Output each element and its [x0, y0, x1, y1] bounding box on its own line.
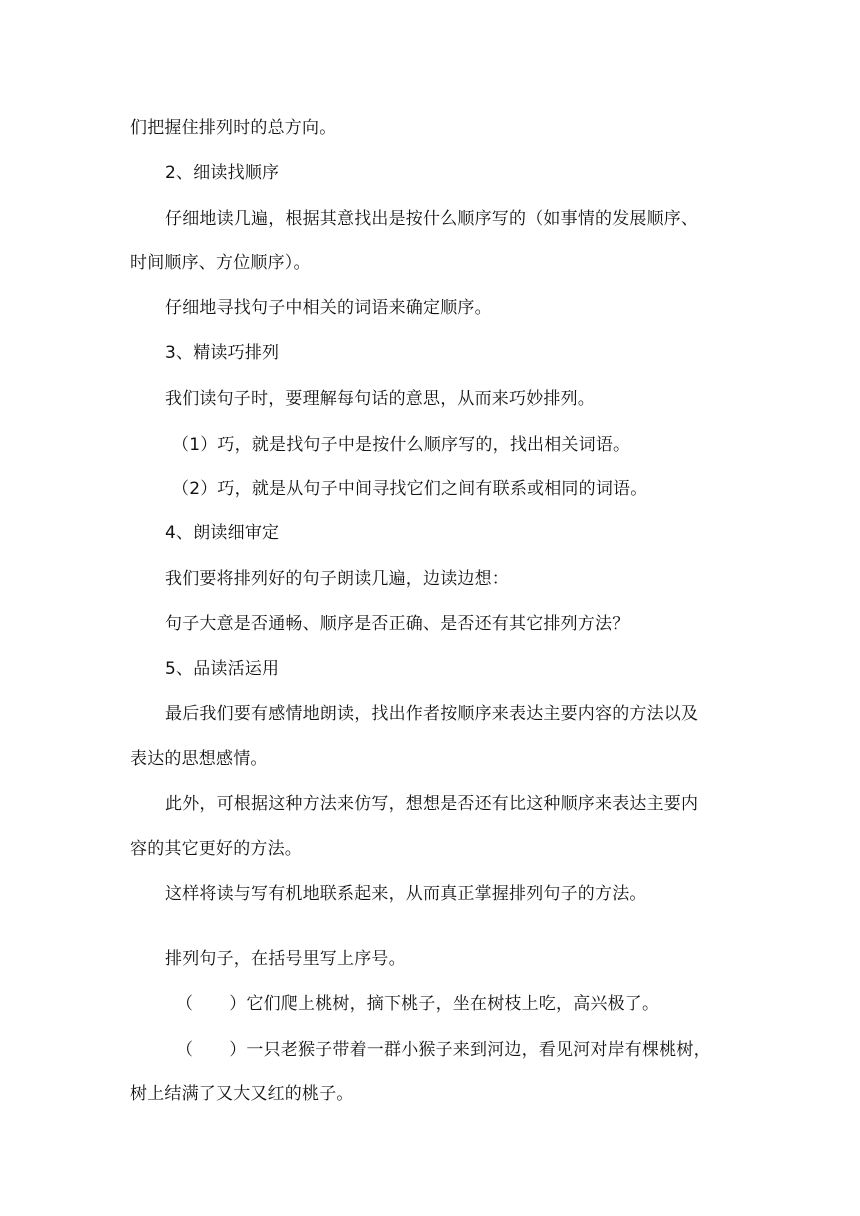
section-heading-4: 4、朗读细审定 — [165, 523, 280, 543]
section-heading-5: 5、品读活运用 — [165, 659, 280, 679]
exercise-sentence: 它们爬上桃树，摘下桃子，坐在树枝上吃，高兴极了。 — [246, 994, 660, 1014]
paragraph-line: 表达的思想感情。 — [130, 749, 268, 769]
paragraph-line: 我们要将排列好的句子朗读几遍，边读边想： — [165, 569, 509, 589]
paragraph-line: 这样将读与写有机地联系起来，从而真正掌握排列句子的方法。 — [165, 884, 647, 904]
answer-bracket-close: ） — [229, 994, 247, 1014]
section-heading-3: 3、精读巧排列 — [165, 343, 280, 363]
exercise-item-1 — [176, 993, 659, 1015]
paragraph-line: 句子大意是否通畅、顺序是否正确、是否还有其它排列方法？ — [165, 614, 630, 634]
exercise-sentence: 一只老猴子带着一群小猴子来到河边，看见河对岸有棵桃树， — [246, 1040, 711, 1060]
paragraph-line: 最后我们要有感情地朗读，找出作者按顺序来表达主要内容的方法以及 — [165, 704, 699, 724]
paragraph-line: 们把握住排列时的总方向。 — [130, 118, 337, 138]
paragraph-line: 此外，可根据这种方法来仿写，想想是否还有比这种顺序来表达主要内 — [165, 794, 699, 814]
paragraph-line: 仔细地寻找句子中相关的词语来确定顺序。 — [165, 298, 492, 318]
paragraph-line: 我们读句子时，要理解每句话的意思，从而来巧妙排列。 — [165, 389, 595, 409]
paragraph-line: 仔细地读几遍，根据其意找出是按什么顺序写的（如事情的发展顺序、 — [165, 209, 699, 229]
answer-bracket-open: （ — [176, 1040, 194, 1060]
answer-bracket-open: （ — [176, 994, 194, 1014]
exercise-instruction: 排列句子，在括号里写上序号。 — [165, 949, 406, 969]
paragraph-line: 树上结满了又大又红的桃子。 — [130, 1084, 354, 1104]
list-item-2: （2）巧，就是从句子中间寻找它们之间有联系或相同的词语。 — [172, 479, 648, 499]
section-heading-2: 2、细读找顺序 — [165, 163, 280, 183]
paragraph-line: 时间顺序、方位顺序）。 — [130, 253, 311, 273]
paragraph-line: 容的其它更好的方法。 — [130, 839, 302, 859]
exercise-item-2 — [176, 1039, 711, 1061]
answer-bracket-close: ） — [229, 1040, 247, 1060]
list-item-1: （1）巧，就是找句子中是按什么顺序写的，找出相关词语。 — [172, 435, 631, 455]
